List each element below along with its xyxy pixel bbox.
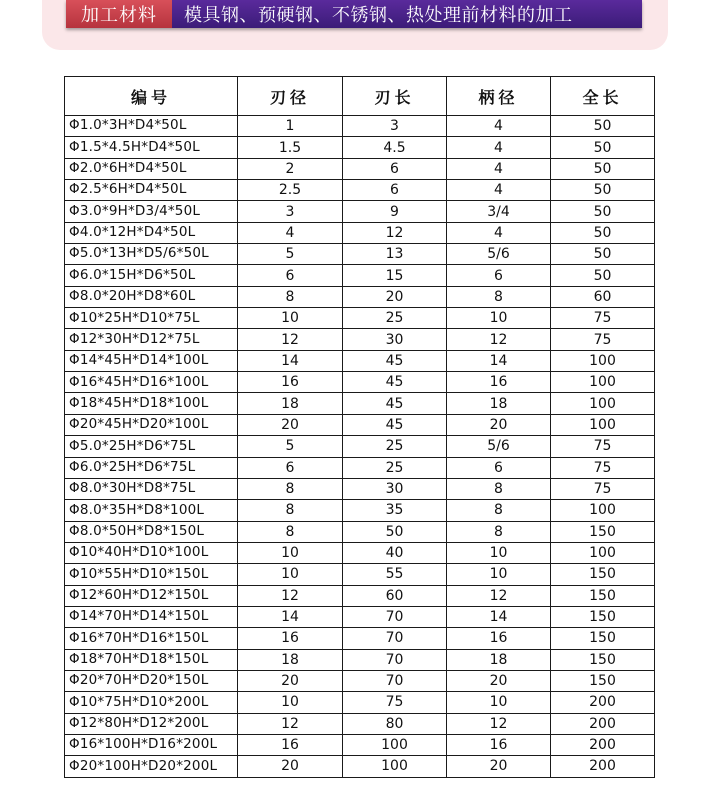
cell-shank-diameter: 14 bbox=[447, 350, 551, 371]
cell-blade-length: 75 bbox=[343, 692, 447, 713]
cell-blade-length: 9 bbox=[343, 201, 447, 222]
table-row bbox=[65, 286, 655, 307]
cell-blade-length: 30 bbox=[343, 329, 447, 350]
cell-blade-diameter: 12 bbox=[238, 713, 343, 734]
table-row bbox=[65, 244, 655, 265]
table-row bbox=[65, 393, 655, 414]
cell-model: Φ18*70H*D18*150L bbox=[65, 649, 238, 670]
cell-blade-diameter: 20 bbox=[238, 414, 343, 435]
cell-blade-length: 12 bbox=[343, 222, 447, 243]
cell-model: Φ20*70H*D20*150L bbox=[65, 670, 238, 691]
cell-overall-length: 100 bbox=[551, 500, 655, 521]
cell-blade-length: 100 bbox=[343, 756, 447, 777]
cell-model: Φ1.5*4.5H*D4*50L bbox=[65, 137, 238, 158]
table-header-row bbox=[65, 77, 655, 116]
cell-shank-diameter: 18 bbox=[447, 649, 551, 670]
cell-overall-length: 150 bbox=[551, 564, 655, 585]
cell-overall-length: 75 bbox=[551, 329, 655, 350]
cell-blade-length: 45 bbox=[343, 350, 447, 371]
cell-overall-length: 100 bbox=[551, 542, 655, 563]
cell-blade-diameter: 18 bbox=[238, 393, 343, 414]
table-row bbox=[65, 180, 655, 201]
cell-shank-diameter: 16 bbox=[447, 372, 551, 393]
cell-blade-length: 45 bbox=[343, 414, 447, 435]
cell-overall-length: 50 bbox=[551, 244, 655, 265]
cell-shank-diameter: 6 bbox=[447, 457, 551, 478]
cell-blade-diameter: 6 bbox=[238, 265, 343, 286]
cell-blade-diameter: 5 bbox=[238, 436, 343, 457]
table-row bbox=[65, 137, 655, 158]
cell-blade-length: 20 bbox=[343, 286, 447, 307]
cell-shank-diameter: 3/4 bbox=[447, 201, 551, 222]
cell-model: Φ8.0*50H*D8*150L bbox=[65, 521, 238, 542]
table-row bbox=[65, 372, 655, 393]
table-row bbox=[65, 414, 655, 435]
spec-table bbox=[64, 76, 655, 778]
cell-blade-length: 6 bbox=[343, 158, 447, 179]
cell-blade-diameter: 14 bbox=[238, 350, 343, 371]
cell-shank-diameter: 10 bbox=[447, 692, 551, 713]
cell-blade-length: 25 bbox=[343, 308, 447, 329]
cell-model: Φ12*60H*D12*150L bbox=[65, 585, 238, 606]
cell-overall-length: 150 bbox=[551, 649, 655, 670]
cell-blade-length: 100 bbox=[343, 734, 447, 755]
cell-blade-length: 3 bbox=[343, 116, 447, 137]
cell-model: Φ14*45H*D14*100L bbox=[65, 350, 238, 371]
cell-blade-diameter: 10 bbox=[238, 692, 343, 713]
cell-blade-length: 25 bbox=[343, 457, 447, 478]
cell-shank-diameter: 4 bbox=[447, 180, 551, 201]
cell-shank-diameter: 4 bbox=[447, 158, 551, 179]
cell-model: Φ20*100H*D20*200L bbox=[65, 756, 238, 777]
table-row bbox=[65, 756, 655, 777]
table-row bbox=[65, 606, 655, 627]
table-row bbox=[65, 436, 655, 457]
cell-shank-diameter: 20 bbox=[447, 756, 551, 777]
cell-model: Φ16*70H*D16*150L bbox=[65, 628, 238, 649]
table-row bbox=[65, 585, 655, 606]
cell-model: Φ8.0*35H*D8*100L bbox=[65, 500, 238, 521]
cell-blade-length: 60 bbox=[343, 585, 447, 606]
cell-blade-diameter: 2.5 bbox=[238, 180, 343, 201]
cell-shank-diameter: 6 bbox=[447, 265, 551, 286]
cell-blade-diameter: 8 bbox=[238, 500, 343, 521]
cell-blade-diameter: 8 bbox=[238, 286, 343, 307]
table-row bbox=[65, 158, 655, 179]
table-row bbox=[65, 692, 655, 713]
cell-blade-diameter: 20 bbox=[238, 670, 343, 691]
cell-blade-length: 30 bbox=[343, 478, 447, 499]
cell-blade-length: 70 bbox=[343, 628, 447, 649]
cell-overall-length: 150 bbox=[551, 521, 655, 542]
cell-overall-length: 200 bbox=[551, 713, 655, 734]
header-overall-length: 全长 bbox=[551, 77, 655, 116]
cell-model: Φ2.0*6H*D4*50L bbox=[65, 158, 238, 179]
table-row bbox=[65, 350, 655, 371]
table-row bbox=[65, 478, 655, 499]
cell-shank-diameter: 8 bbox=[447, 286, 551, 307]
header-model: 编号 bbox=[65, 77, 238, 116]
cell-model: Φ6.0*15H*D6*50L bbox=[65, 265, 238, 286]
banner-label: 加工材料 bbox=[66, 0, 172, 28]
cell-overall-length: 150 bbox=[551, 628, 655, 649]
table-row bbox=[65, 116, 655, 137]
cell-model: Φ5.0*13H*D5/6*50L bbox=[65, 244, 238, 265]
cell-blade-diameter: 1.5 bbox=[238, 137, 343, 158]
cell-blade-diameter: 8 bbox=[238, 521, 343, 542]
cell-shank-diameter: 18 bbox=[447, 393, 551, 414]
cell-model: Φ5.0*25H*D6*75L bbox=[65, 436, 238, 457]
cell-shank-diameter: 16 bbox=[447, 734, 551, 755]
cell-blade-diameter: 16 bbox=[238, 734, 343, 755]
cell-blade-diameter: 3 bbox=[238, 201, 343, 222]
cell-blade-diameter: 6 bbox=[238, 457, 343, 478]
cell-model: Φ20*45H*D20*100L bbox=[65, 414, 238, 435]
cell-model: Φ12*30H*D12*75L bbox=[65, 329, 238, 350]
cell-model: Φ8.0*30H*D8*75L bbox=[65, 478, 238, 499]
cell-overall-length: 150 bbox=[551, 670, 655, 691]
cell-overall-length: 50 bbox=[551, 180, 655, 201]
table-row bbox=[65, 500, 655, 521]
cell-overall-length: 50 bbox=[551, 137, 655, 158]
cell-shank-diameter: 12 bbox=[447, 585, 551, 606]
table-row bbox=[65, 628, 655, 649]
cell-blade-length: 70 bbox=[343, 670, 447, 691]
cell-blade-diameter: 5 bbox=[238, 244, 343, 265]
table-row bbox=[65, 308, 655, 329]
cell-blade-length: 6 bbox=[343, 180, 447, 201]
cell-model: Φ12*80H*D12*200L bbox=[65, 713, 238, 734]
cell-overall-length: 50 bbox=[551, 222, 655, 243]
cell-blade-diameter: 2 bbox=[238, 158, 343, 179]
cell-blade-diameter: 8 bbox=[238, 478, 343, 499]
cell-blade-diameter: 16 bbox=[238, 628, 343, 649]
table-row bbox=[65, 542, 655, 563]
cell-shank-diameter: 4 bbox=[447, 116, 551, 137]
banner-text: 模具钢、预硬钢、不锈钢、热处理前材料的加工 bbox=[172, 0, 642, 28]
cell-shank-diameter: 8 bbox=[447, 521, 551, 542]
cell-overall-length: 100 bbox=[551, 372, 655, 393]
cell-shank-diameter: 5/6 bbox=[447, 244, 551, 265]
cell-blade-diameter: 10 bbox=[238, 564, 343, 585]
cell-shank-diameter: 8 bbox=[447, 500, 551, 521]
table-row bbox=[65, 201, 655, 222]
cell-overall-length: 60 bbox=[551, 286, 655, 307]
cell-model: Φ10*75H*D10*200L bbox=[65, 692, 238, 713]
cell-overall-length: 75 bbox=[551, 478, 655, 499]
cell-overall-length: 100 bbox=[551, 350, 655, 371]
cell-blade-length: 45 bbox=[343, 393, 447, 414]
header-shank-diameter: 柄径 bbox=[447, 77, 551, 116]
cell-blade-length: 13 bbox=[343, 244, 447, 265]
cell-model: Φ8.0*20H*D8*60L bbox=[65, 286, 238, 307]
material-banner bbox=[66, 0, 642, 28]
cell-model: Φ16*45H*D16*100L bbox=[65, 372, 238, 393]
cell-model: Φ3.0*9H*D3/4*50L bbox=[65, 201, 238, 222]
cell-overall-length: 100 bbox=[551, 414, 655, 435]
cell-blade-diameter: 20 bbox=[238, 756, 343, 777]
cell-shank-diameter: 12 bbox=[447, 713, 551, 734]
cell-model: Φ10*55H*D10*150L bbox=[65, 564, 238, 585]
cell-blade-length: 55 bbox=[343, 564, 447, 585]
cell-blade-diameter: 4 bbox=[238, 222, 343, 243]
cell-model: Φ6.0*25H*D6*75L bbox=[65, 457, 238, 478]
cell-model: Φ1.0*3H*D4*50L bbox=[65, 116, 238, 137]
header-blade-diameter: 刃径 bbox=[238, 77, 343, 116]
cell-blade-length: 35 bbox=[343, 500, 447, 521]
cell-shank-diameter: 5/6 bbox=[447, 436, 551, 457]
cell-blade-length: 15 bbox=[343, 265, 447, 286]
cell-model: Φ18*45H*D18*100L bbox=[65, 393, 238, 414]
cell-blade-length: 45 bbox=[343, 372, 447, 393]
cell-overall-length: 50 bbox=[551, 116, 655, 137]
cell-shank-diameter: 10 bbox=[447, 542, 551, 563]
cell-overall-length: 200 bbox=[551, 756, 655, 777]
cell-blade-length: 40 bbox=[343, 542, 447, 563]
table-row bbox=[65, 713, 655, 734]
cell-overall-length: 50 bbox=[551, 201, 655, 222]
table-row bbox=[65, 265, 655, 286]
cell-model: Φ4.0*12H*D4*50L bbox=[65, 222, 238, 243]
cell-overall-length: 150 bbox=[551, 606, 655, 627]
cell-overall-length: 75 bbox=[551, 457, 655, 478]
table-row bbox=[65, 649, 655, 670]
cell-blade-diameter: 18 bbox=[238, 649, 343, 670]
cell-shank-diameter: 16 bbox=[447, 628, 551, 649]
cell-blade-diameter: 14 bbox=[238, 606, 343, 627]
cell-overall-length: 75 bbox=[551, 308, 655, 329]
cell-overall-length: 75 bbox=[551, 436, 655, 457]
header-blade-length: 刃长 bbox=[343, 77, 447, 116]
cell-overall-length: 50 bbox=[551, 265, 655, 286]
cell-blade-length: 50 bbox=[343, 521, 447, 542]
cell-overall-length: 150 bbox=[551, 585, 655, 606]
cell-overall-length: 100 bbox=[551, 393, 655, 414]
cell-shank-diameter: 20 bbox=[447, 670, 551, 691]
cell-blade-diameter: 16 bbox=[238, 372, 343, 393]
cell-shank-diameter: 4 bbox=[447, 137, 551, 158]
cell-model: Φ10*25H*D10*75L bbox=[65, 308, 238, 329]
table-row bbox=[65, 457, 655, 478]
cell-shank-diameter: 10 bbox=[447, 564, 551, 585]
table-row bbox=[65, 734, 655, 755]
cell-blade-length: 70 bbox=[343, 649, 447, 670]
cell-overall-length: 50 bbox=[551, 158, 655, 179]
cell-shank-diameter: 8 bbox=[447, 478, 551, 499]
cell-blade-length: 25 bbox=[343, 436, 447, 457]
cell-model: Φ16*100H*D16*200L bbox=[65, 734, 238, 755]
cell-model: Φ2.5*6H*D4*50L bbox=[65, 180, 238, 201]
cell-blade-length: 4.5 bbox=[343, 137, 447, 158]
table-row bbox=[65, 521, 655, 542]
cell-overall-length: 200 bbox=[551, 734, 655, 755]
cell-overall-length: 200 bbox=[551, 692, 655, 713]
cell-shank-diameter: 10 bbox=[447, 308, 551, 329]
cell-blade-diameter: 1 bbox=[238, 116, 343, 137]
cell-blade-diameter: 12 bbox=[238, 585, 343, 606]
table-row bbox=[65, 329, 655, 350]
cell-model: Φ14*70H*D14*150L bbox=[65, 606, 238, 627]
cell-blade-length: 80 bbox=[343, 713, 447, 734]
cell-shank-diameter: 12 bbox=[447, 329, 551, 350]
cell-shank-diameter: 4 bbox=[447, 222, 551, 243]
cell-model: Φ10*40H*D10*100L bbox=[65, 542, 238, 563]
cell-shank-diameter: 14 bbox=[447, 606, 551, 627]
cell-blade-length: 70 bbox=[343, 606, 447, 627]
table-row bbox=[65, 564, 655, 585]
cell-blade-diameter: 12 bbox=[238, 329, 343, 350]
cell-blade-diameter: 10 bbox=[238, 308, 343, 329]
table-row bbox=[65, 222, 655, 243]
cell-shank-diameter: 20 bbox=[447, 414, 551, 435]
cell-blade-diameter: 10 bbox=[238, 542, 343, 563]
table-row bbox=[65, 670, 655, 691]
